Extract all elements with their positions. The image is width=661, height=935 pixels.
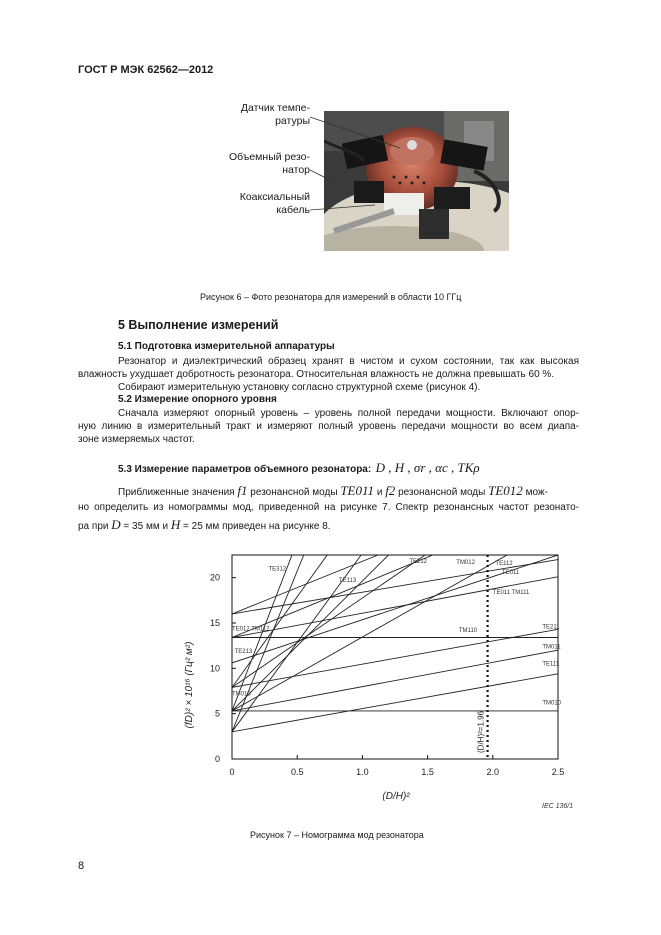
figure6-caption: Рисунок 6 – Фото резонатора для измерений в области 10 ГГц	[200, 292, 462, 302]
mode-line-tm011	[232, 650, 558, 711]
mode-label: TE111	[542, 661, 560, 668]
label-line: Датчик темпе-	[240, 102, 310, 114]
subsection-5-1-title: 5.1 Подготовка измерительной аппаратуры	[118, 341, 335, 352]
label-line: ратуры	[275, 115, 310, 127]
paragraph-line: Резонатор и диэлектрический образец хранят в чистом и сухом состоянии, так как высокая	[118, 356, 579, 367]
leader-line	[310, 205, 375, 210]
x-tick-label: 1.0	[356, 767, 369, 777]
marker-label: (D/H)²=1.96	[476, 710, 486, 753]
label-line: Коаксиальный	[239, 191, 310, 203]
paragraph-line: но определить из номограммы мод, приведенной на рисунке 7. Спектр резонансных частот резонато-	[78, 502, 579, 513]
text-run: резонансной моды	[398, 487, 486, 498]
paragraph-line	[78, 518, 331, 533]
paragraph-line: зоне измеряемых частот.	[78, 434, 195, 445]
mode-label: TE011	[501, 570, 520, 577]
x-axis-label: (D/H)²	[382, 791, 410, 802]
y-tick-label: 5	[214, 708, 220, 719]
formula-f1: f1	[237, 483, 248, 498]
x-tick-label: 2.5	[551, 767, 565, 777]
paragraph-line: ную линию в измерительный тракт и измеряют полный уровень передачи мощности во всем диапа-	[78, 421, 579, 432]
text-run: = 25 мм приведен на рисунке 8.	[183, 521, 331, 532]
mode-label: TE113	[338, 578, 357, 585]
y-tick-label: 0	[214, 754, 220, 764]
paragraph-line: влажность ухудшает добротность резонатора. Относительная влажность не должна превышать 60 %.	[78, 369, 555, 380]
y-tick-label: 10	[209, 663, 220, 674]
subsection-5-3-title	[118, 459, 480, 477]
x-tick-label: 0.5	[290, 767, 304, 777]
mode-nomogram-chart	[150, 545, 580, 820]
subsection-title-text: 5.3 Измерение параметров объемного резонатора:	[118, 464, 372, 475]
mode-label: TE212	[409, 559, 428, 566]
label-temp-sensor	[210, 102, 310, 128]
y-tick-label: 15	[209, 618, 220, 628]
mode-label: TE211	[542, 624, 560, 631]
mode-line-te011-tm111	[232, 577, 558, 638]
x-tick-label: 2.0	[486, 767, 500, 777]
label-line: кабель	[276, 204, 310, 216]
x-tick-label: 1.5	[421, 767, 434, 777]
document-header: ГОСТ Р МЭК 62562—2012	[78, 64, 214, 76]
mode-line-te111	[232, 674, 558, 732]
y-axis-label: (fD)² × 10¹⁶ (Гц² м²)	[184, 641, 195, 729]
formula-h: H	[170, 517, 181, 532]
mode-label: TM010	[542, 700, 562, 707]
formula-f2: f2	[385, 483, 396, 498]
label-line: Объемный резо-	[228, 151, 310, 163]
leader-line	[310, 170, 340, 185]
text-run: ра при	[78, 521, 109, 532]
y-tick-label: 20	[209, 572, 220, 583]
text-run: мож-	[525, 487, 548, 498]
mode-label: TE012 TM112	[232, 626, 270, 633]
mode-label: TE011 TM111	[492, 589, 530, 596]
formula-d: D	[111, 517, 121, 532]
mode-label: TE312	[268, 566, 287, 573]
mode-label: TM110	[458, 628, 478, 635]
mode-label: TM012	[456, 560, 475, 567]
label-line: натор	[282, 164, 310, 176]
paragraph-line: Собирают измерительную установку согласно структурной схеме (рисунок 4).	[118, 382, 481, 393]
section-title: 5 Выполнение измерений	[118, 318, 279, 332]
x-tick-label: 0	[229, 767, 235, 777]
mode-label: TE112	[495, 560, 513, 567]
parameter-list: D , H , σr , αc , TKρ	[375, 460, 480, 475]
mode-label: TE213	[234, 648, 253, 655]
paragraph-line	[118, 484, 580, 499]
leader-line	[310, 117, 400, 148]
mode-line-te113b	[232, 555, 304, 732]
formula-te012: TE012	[488, 483, 523, 498]
text-run: = 35 мм и	[123, 521, 169, 532]
iec-reference: IEC 136/1	[542, 803, 574, 810]
mode-label: TM011	[542, 644, 561, 651]
chart-lines	[232, 555, 558, 732]
mode-line-te211	[232, 629, 558, 687]
formula-te011: TE011	[340, 483, 375, 498]
subsection-5-2-title: 5.2 Измерение опорного уровня	[118, 394, 277, 405]
mode-line-te312	[232, 555, 378, 614]
mode-line-tm013	[232, 555, 292, 711]
figure7-caption: Рисунок 7 – Номограмма мод резонатора	[250, 830, 424, 840]
label-cavity-resonator	[200, 151, 310, 177]
mode-label: TM013	[232, 691, 251, 698]
text-run: Приближенные значения	[118, 487, 235, 498]
label-coax-cable	[200, 191, 310, 217]
mode-line-te012-tm112	[232, 555, 433, 638]
photo-leader-lines	[300, 100, 410, 230]
page-number: 8	[78, 860, 85, 872]
text-run: и	[376, 487, 383, 498]
paragraph-line: Сначала измеряют опорный уровень – уровень полной передачи мощности. Включают опор-	[118, 408, 579, 419]
text-run: резонансной моды	[250, 487, 338, 498]
